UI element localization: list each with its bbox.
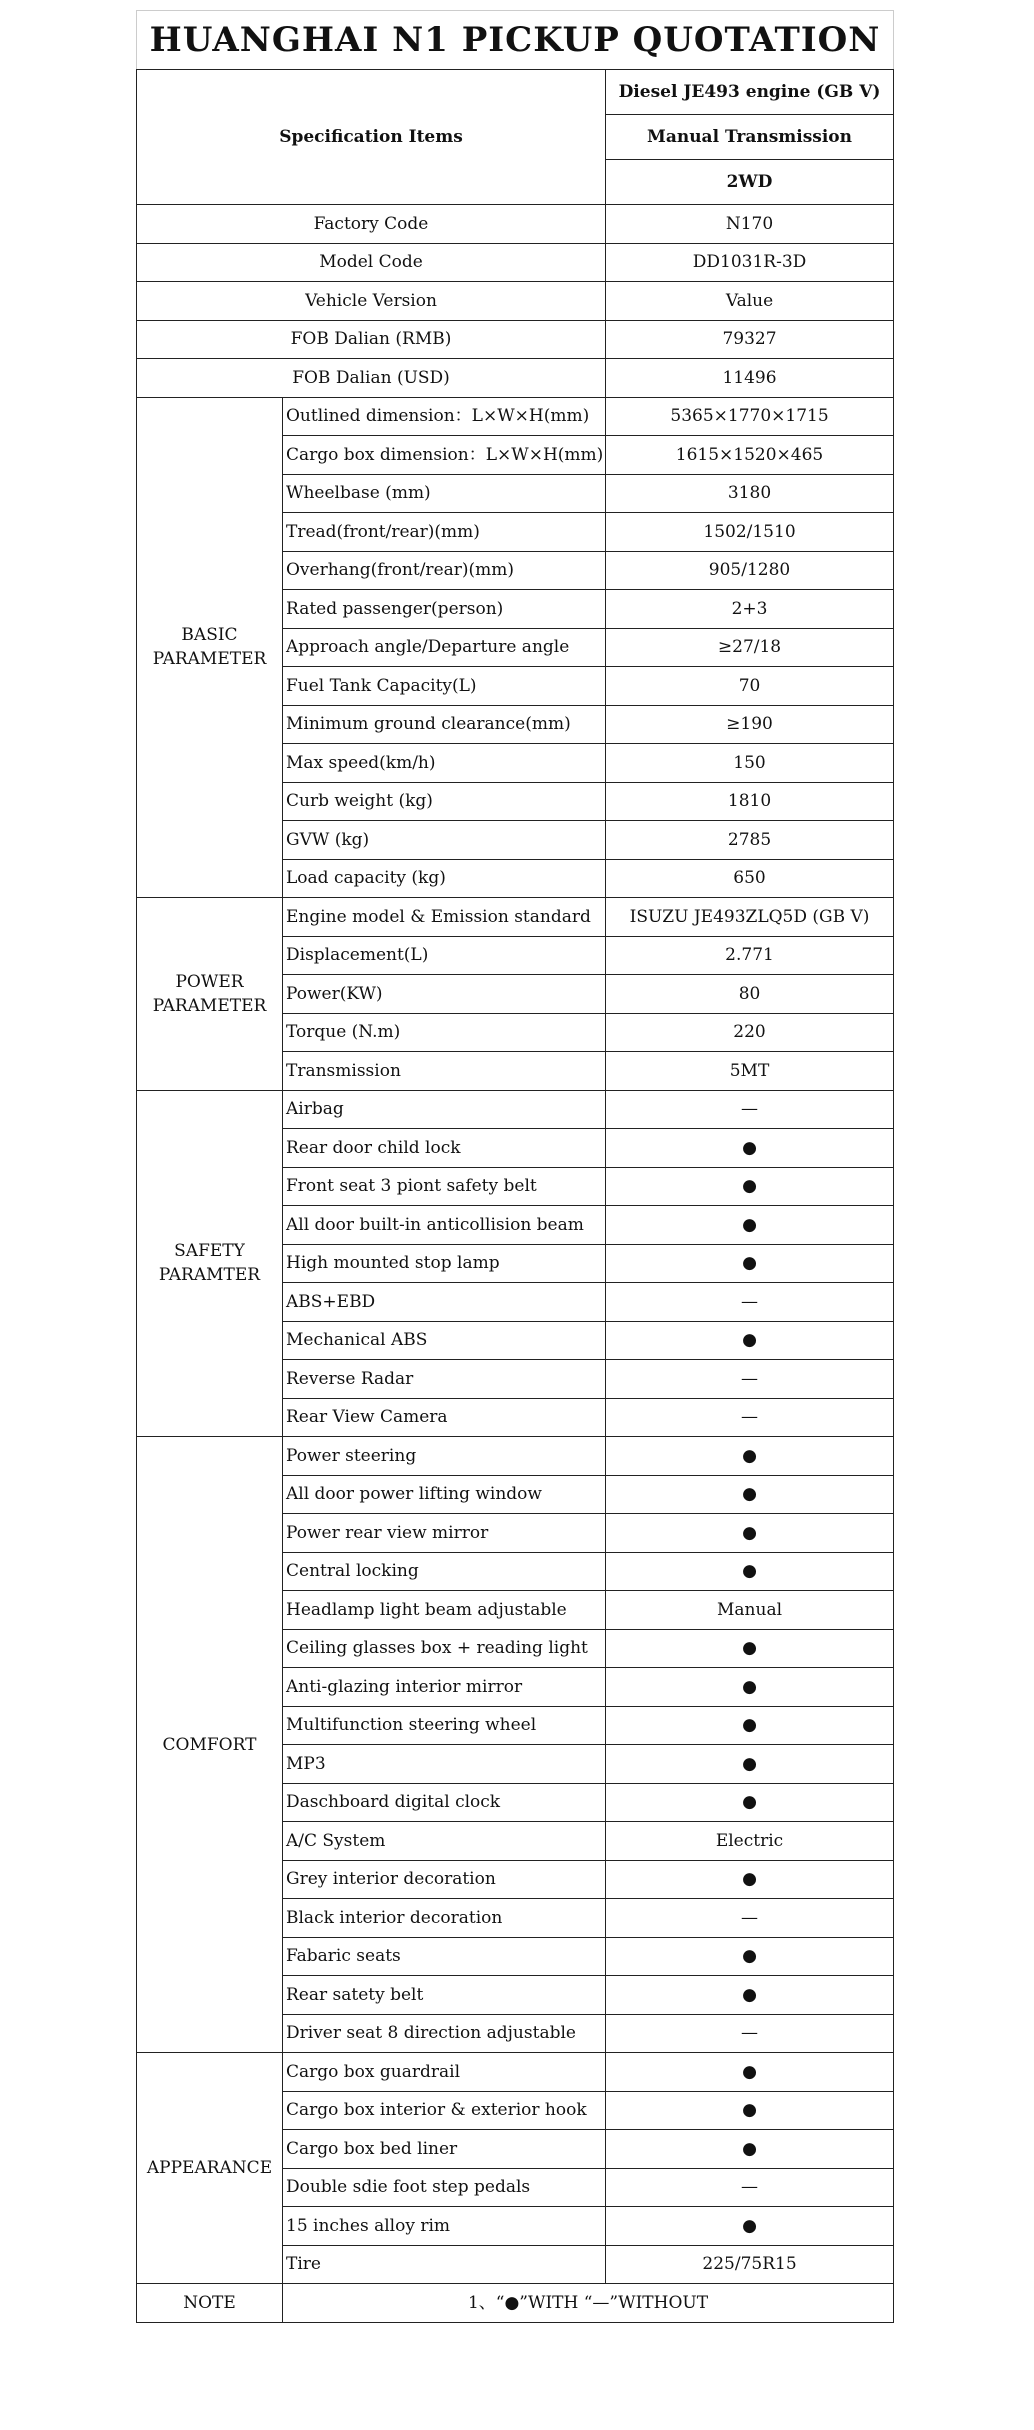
quotation-table [136,10,894,2323]
spec-value: Value [606,282,894,321]
spec-label: 15 inches alloy rim [283,2207,606,2246]
spec-label: Minimum ground clearance(mm) [283,705,606,744]
document-title: HUANGHAI N1 PICKUP QUOTATION [137,11,894,70]
header-row [137,70,894,115]
spec-value: 2785 [606,821,894,860]
spec-label: Transmission [283,1052,606,1091]
spec-value: 3180 [606,474,894,513]
spec-value: — [606,1360,894,1399]
spec-value: ● [606,1976,894,2015]
spec-label: Rear View Camera [283,1398,606,1437]
spec-value: ● [606,1937,894,1976]
spec-value: — [606,1398,894,1437]
spec-value: ● [606,1783,894,1822]
spec-value: 70 [606,667,894,706]
spec-value: ● [606,2053,894,2092]
spec-label: Reverse Radar [283,1360,606,1399]
spec-value: 1615×1520×465 [606,436,894,475]
spec-label: Multifunction steering wheel [283,1706,606,1745]
spec-value: 650 [606,859,894,898]
spec-label: Factory Code [137,205,606,244]
spec-value: Electric [606,1822,894,1861]
spec-value: 5MT [606,1052,894,1091]
spec-label: Rated passenger(person) [283,590,606,629]
spec-label: Vehicle Version [137,282,606,321]
spec-label: High mounted stop lamp [283,1244,606,1283]
spec-value: ● [606,1745,894,1784]
spec-value: ● [606,1244,894,1283]
spec-value: ● [606,1668,894,1707]
spec-label: Torque (N.m) [283,1013,606,1052]
spec-label: All door built-in anticollision beam [283,1206,606,1245]
spec-label: Load capacity (kg) [283,859,606,898]
spec-value: ● [606,1129,894,1168]
table-row [137,2053,894,2092]
table-row [137,898,894,937]
spec-value: N170 [606,205,894,244]
spec-value: 11496 [606,359,894,398]
spec-label: Approach angle/Departure angle [283,628,606,667]
spec-value: Manual [606,1591,894,1630]
spec-label: Model Code [137,243,606,282]
spec-label: Curb weight (kg) [283,782,606,821]
spec-value: 905/1280 [606,551,894,590]
spec-label: Power rear view mirror [283,1514,606,1553]
spec-label: Mechanical ABS [283,1321,606,1360]
spec-value: ≥27/18 [606,628,894,667]
spec-label: Engine model & Emission standard [283,898,606,937]
spec-label: Tread(front/rear)(mm) [283,513,606,552]
section-category: APPEARANCE [137,2053,283,2284]
spec-label: Daschboard digital clock [283,1783,606,1822]
spec-value: 220 [606,1013,894,1052]
spec-value: ● [606,1514,894,1553]
spec-value: ● [606,1475,894,1514]
spec-label: GVW (kg) [283,821,606,860]
spec-value: ● [606,1321,894,1360]
spec-value: ● [606,2207,894,2246]
spec-label: Power steering [283,1437,606,1476]
spec-value: 2+3 [606,590,894,629]
spec-label: Black interior decoration [283,1899,606,1938]
spec-label: Cargo box guardrail [283,2053,606,2092]
spec-value: 2.771 [606,936,894,975]
spec-label: Double sdie foot step pedals [283,2168,606,2207]
note-row [137,2284,894,2323]
spec-label: Front seat 3 piont safety belt [283,1167,606,1206]
spec-value: ISUZU JE493ZLQ5D (GB V) [606,898,894,937]
spec-label: Fuel Tank Capacity(L) [283,667,606,706]
spec-value: 79327 [606,320,894,359]
spec-value: 80 [606,975,894,1014]
spec-label: Airbag [283,1090,606,1129]
spec-value: 225/75R15 [606,2245,894,2284]
spec-label: Central locking [283,1552,606,1591]
spec-value: ● [606,1206,894,1245]
table-row [137,397,894,436]
quotation-sheet [136,10,893,2323]
spec-value: 5365×1770×1715 [606,397,894,436]
note-text: 1、“●”WITH “—”WITHOUT [283,2284,894,2323]
spec-value: ● [606,1437,894,1476]
spec-value: 1502/1510 [606,513,894,552]
spec-label: Tire [283,2245,606,2284]
spec-label: Rear door child lock [283,1129,606,1168]
spec-label: Wheelbase (mm) [283,474,606,513]
spec-label: A/C System [283,1822,606,1861]
spec-value: — [606,1899,894,1938]
spec-value: ● [606,1706,894,1745]
section-category: COMFORT [137,1437,283,2053]
spec-label: Rear satety belt [283,1976,606,2015]
table-row [137,243,894,282]
spec-label: FOB Dalian (USD) [137,359,606,398]
spec-value: ● [606,2130,894,2169]
spec-label: Fabaric seats [283,1937,606,1976]
spec-value: ● [606,1167,894,1206]
title-row [137,11,894,70]
spec-label: MP3 [283,1745,606,1784]
spec-label: Overhang(front/rear)(mm) [283,551,606,590]
transmission-header: Manual Transmission [606,115,894,160]
note-label: NOTE [137,2284,283,2323]
spec-label: Cargo box interior & exterior hook [283,2091,606,2130]
spec-value: 1810 [606,782,894,821]
spec-value: ● [606,1629,894,1668]
spec-value: — [606,2168,894,2207]
spec-value: DD1031R-3D [606,243,894,282]
spec-value: 150 [606,744,894,783]
table-row [137,320,894,359]
spec-label: Max speed(km/h) [283,744,606,783]
section-category: BASIC PARAMETER [137,397,283,898]
spec-value: — [606,1090,894,1129]
drive-header: 2WD [606,160,894,205]
section-category: POWER PARAMETER [137,898,283,1091]
spec-label: Grey interior decoration [283,1860,606,1899]
spec-label: Headlamp light beam adjustable [283,1591,606,1630]
spec-value: — [606,2014,894,2053]
spec-value: ≥190 [606,705,894,744]
spec-label: Power(KW) [283,975,606,1014]
spec-label: Cargo box dimension：L×W×H(mm) [283,436,606,475]
table-row [137,1437,894,1476]
spec-label: All door power lifting window [283,1475,606,1514]
spec-label: Cargo box bed liner [283,2130,606,2169]
table-row [137,359,894,398]
spec-value: ● [606,1860,894,1899]
spec-label: FOB Dalian (RMB) [137,320,606,359]
table-row [137,1090,894,1129]
spec-label: Driver seat 8 direction adjustable [283,2014,606,2053]
table-row [137,282,894,321]
spec-items-header: Specification Items [137,70,606,205]
section-category: SAFETY PARAMTER [137,1090,283,1437]
spec-value: — [606,1283,894,1322]
engine-header: Diesel JE493 engine (GB V) [606,70,894,115]
table-row [137,205,894,244]
spec-label: Anti-glazing interior mirror [283,1668,606,1707]
spec-value: ● [606,1552,894,1591]
spec-label: Ceiling glasses box + reading light [283,1629,606,1668]
spec-label: Outlined dimension：L×W×H(mm) [283,397,606,436]
spec-label: Displacement(L) [283,936,606,975]
spec-value: ● [606,2091,894,2130]
spec-label: ABS+EBD [283,1283,606,1322]
